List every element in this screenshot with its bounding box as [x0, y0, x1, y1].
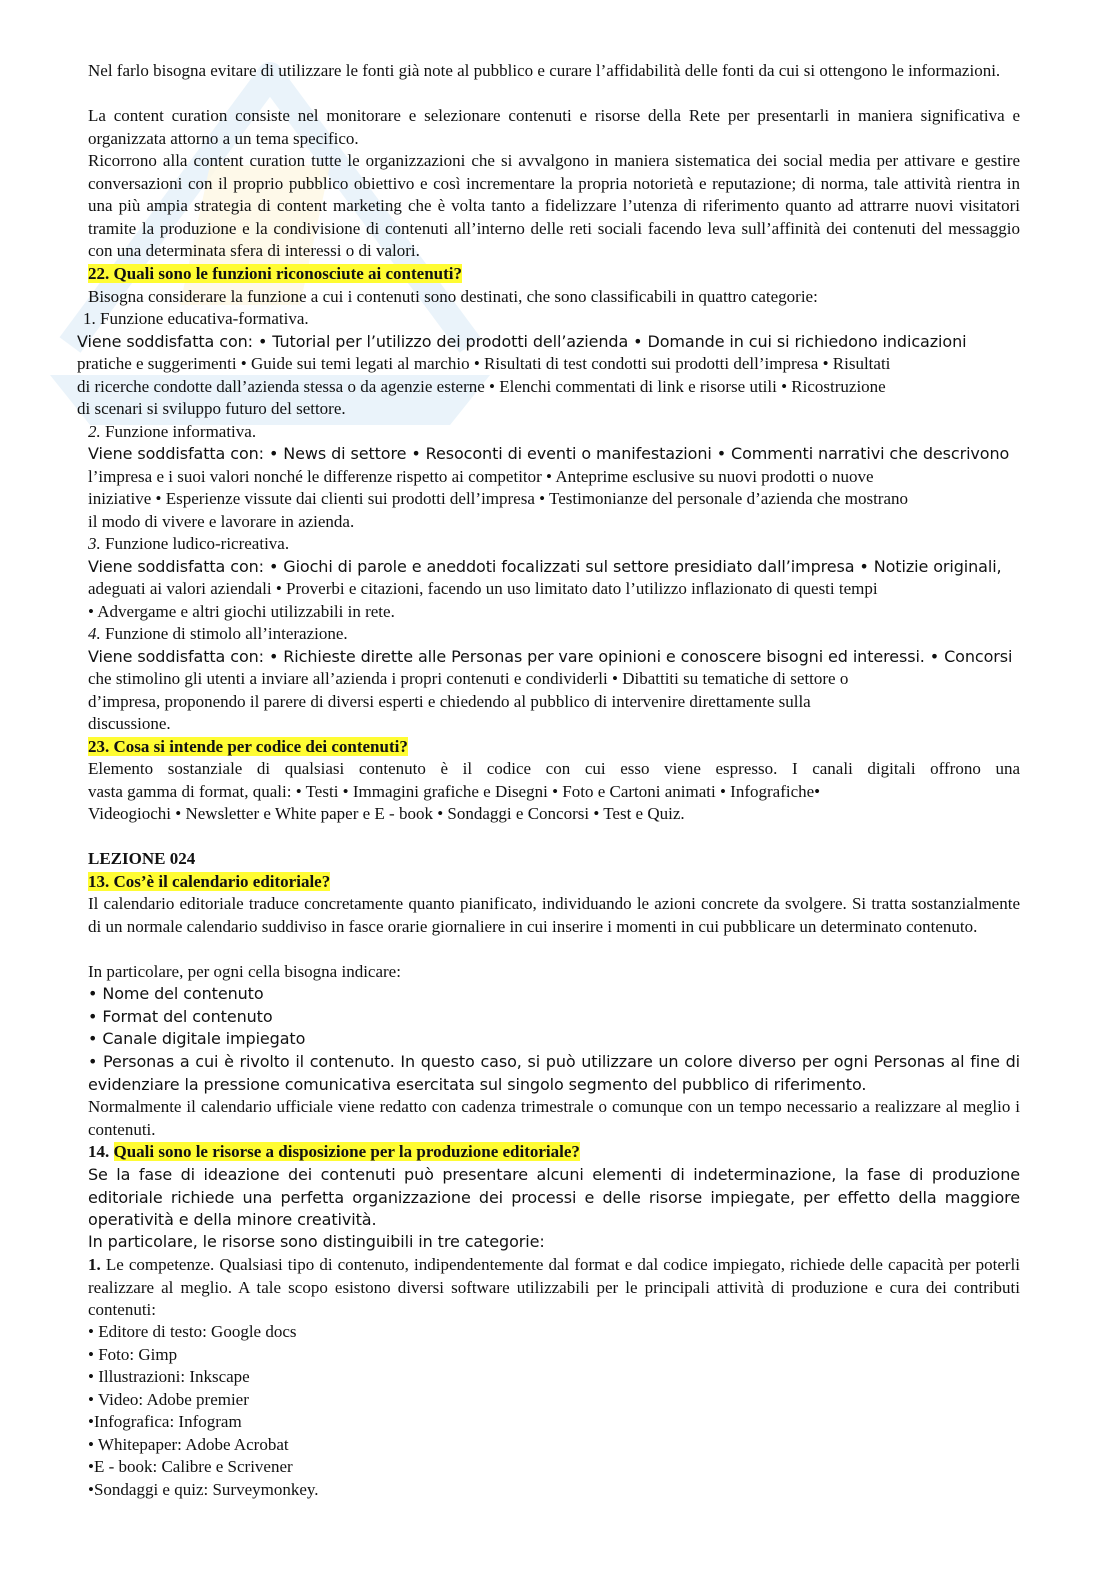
tool-item: • Illustrazioni: Inkscape	[88, 1367, 250, 1386]
tool-item: • Foto: Gimp	[88, 1345, 178, 1364]
question-23-heading	[88, 736, 408, 759]
question-14-item-1-number: 1.	[88, 1255, 101, 1274]
question-13-text: Il calendario editoriale traduce concretamente quanto pianificato, individuando le azioni concrete da svolgere. Si tratta sostanzialmente di un normale calendario suddiviso in fasce orarie giornaliere in cui inserire i momenti in cui pubblicare un determinato contenuto.	[88, 894, 1020, 936]
function-1-line-1: Viene soddisfatta con: • Tutorial per l’utilizzo dei prodotti dell’azienda • Domande in cui si richiedono indicazioni	[77, 332, 967, 351]
function-1-line-2: pratiche e suggerimenti • Guide sui temi legati al marchio • Risultati di test condotti sui prodotti dell’impresa • Risultati	[77, 354, 891, 373]
function-2-line-2: l’impresa e i suoi valori nonché le differenze rispetto ai competitor • Anteprime esclusive su nuovi prodotti o nuove	[88, 467, 874, 486]
function-2-line-1: Viene soddisfatta con: • News di settore • Resoconti di eventi o manifestazioni • Commenti narrativi che descrivono	[88, 444, 1010, 463]
function-4-line-4: discussione.	[88, 714, 171, 733]
question-13-heading-text: 13. Cos’è il calendario editoriale?	[88, 872, 331, 891]
function-2-line-3: iniziative • Esperienze vissute dai clienti sui prodotti dell’impresa • Testimonianze del personale d’azienda che mostrano	[88, 489, 908, 508]
question-13-heading	[88, 871, 330, 894]
function-2-title-text: Funzione informativa.	[105, 422, 257, 441]
function-3-title-text: Funzione ludico-ricreativa.	[105, 534, 290, 553]
tool-item: • Editore di testo: Google docs	[88, 1322, 297, 1341]
intro-paragraph-3: Ricorrono alla content curation tutte le organizzazioni che si avvalgono in maniera sistematica dei social media per attivare e gestire conversazioni con il proprio pubblico obiettivo e così incrementare la propria notorietà e reputazione; di norma, tale attività rientra in una più ampia strategia di content marketing che è volta tanto a fidelizzare l’utenza di riferimento quanto ad attrarre nuovi visitatori tramite la produzione e la condivisione di contenuti all’interno delle reti sociali facendo leva sull’affinità dei contenuti del messaggio con una determinata sfera di interessi o di valori.	[88, 151, 1020, 261]
function-4-title-text: Funzione di stimolo all’interazione.	[105, 624, 348, 643]
function-2-line-4: il modo di vivere e lavorare in azienda.	[88, 512, 355, 531]
function-4-number: 4.	[88, 624, 101, 643]
question-14-heading-text: Quali sono le risorse a disposizione per la produzione editoriale?	[113, 1142, 580, 1161]
function-3-number: 3.	[88, 534, 101, 553]
function-1-line-3: di ricerche condotte dall’azienda stessa o da agenzie esterne • Elenchi commentati di link e risorse utili • Ricostruzione	[77, 377, 886, 396]
function-3-line-2: adeguati ai valori aziendali • Proverbi e citazioni, facendo un uso limitato dato l’utilizzo inflazionato di questi tempi	[88, 579, 878, 598]
function-3-line-3: • Advergame e altri giochi utilizzabili in rete.	[88, 602, 395, 621]
question-22-heading	[88, 263, 462, 286]
function-3-title	[88, 533, 289, 556]
question-23-line-1: Elemento sostanziale di qualsiasi contenuto è il codice con cui esso viene espresso. I canali digitali offrono una	[88, 759, 1020, 778]
function-1-title: 1. Funzione educativa-formativa.	[83, 309, 309, 328]
tool-item: •Infografica: Infogram	[88, 1412, 242, 1431]
question-13-bullet-2: • Format del contenuto	[88, 1007, 273, 1026]
tool-item: •E - book: Calibre e Scrivener	[88, 1457, 293, 1476]
question-23-line-3: Videogiochi • Newsletter e White paper e E - book • Sondaggi e Concorsi • Test e Quiz.	[88, 804, 685, 823]
question-22-intro: Bisogna considerare la funzione a cui i contenuti sono destinati, che sono classificabili in quattro categorie:	[88, 287, 818, 306]
function-2-number: 2.	[88, 422, 101, 441]
function-2-title	[88, 421, 256, 444]
tool-item: • Whitepaper: Adobe Acrobat	[88, 1435, 289, 1454]
intro-paragraph-1: Nel farlo bisogna evitare di utilizzare le fonti già note al pubblico e curare l’affidabilità delle fonti da cui si ottengono le informazioni.	[88, 61, 1001, 80]
function-3-line-1: Viene soddisfatta con: • Giochi di parole e aneddoti focalizzati sul settore presidiato dall’impresa • Notizie originali,	[88, 557, 1002, 576]
intro-paragraph-2: La content curation consiste nel monitorare e selezionare contenuti e risorse della Rete per presentarli in maniera significativa e organizzata attorno a un tema specifico.	[88, 106, 1020, 148]
tool-item: •Sondaggi e quiz: Surveymonkey.	[88, 1480, 319, 1499]
question-13-lead: In particolare, per ogni cella bisogna indicare:	[88, 962, 401, 981]
question-13-closing: Normalmente il calendario ufficiale viene redatto con cadenza trimestrale o comunque con un tempo necessario a realizzare al meglio i contenuti.	[88, 1097, 1020, 1139]
function-4-line-3: d’impresa, proponendo il parere di diversi esperti e chiedendo al pubblico di intervenire direttamente sulla	[88, 692, 811, 711]
question-14-item-1	[88, 1254, 1020, 1322]
question-13-bullet-1: • Nome del contenuto	[88, 984, 264, 1003]
question-14-item-1-text: Le competenze. Qualsiasi tipo di contenuto, indipendentemente dal format e dal codice impiegato, richiede delle capacità per poterli realizzare al meglio. A tale scopo esistono diversi software utilizzabili per le principali attività di produzione e cura dei contributi contenuti:	[88, 1255, 1020, 1320]
function-4-line-1: Viene soddisfatta con: • Richieste dirette alle Personas per vare opinioni e conoscere bisogni ed interessi. • Concorsi	[88, 647, 1013, 666]
question-14-text: Se la fase di ideazione dei contenuti può presentare alcuni elementi di indeterminazione, la fase di produzione editoriale richiede una perfetta organizzazione dei processi e delle risorse impiegate, per effetto della maggiore operatività e della minore creatività.	[88, 1165, 1020, 1230]
question-23-heading-text: 23. Cosa si intende per codice dei contenuti?	[88, 737, 408, 756]
question-14-heading	[88, 1141, 580, 1164]
question-14-lead: In particolare, le risorse sono distinguibili in tre categorie:	[88, 1232, 545, 1251]
function-4-line-2: che stimolino gli utenti a inviare all’azienda i propri contenuti e condividerli • Dibattiti su tematiche di settore o	[88, 669, 849, 688]
function-4-title	[88, 623, 348, 646]
function-1-line-4: di scenari si sviluppo futuro del settore.	[77, 399, 346, 418]
question-22-heading-text: 22. Quali sono le funzioni riconosciute ai contenuti?	[88, 264, 463, 283]
question-23-line-2: vasta gamma di format, quali: • Testi • Immagini grafiche e Disegni • Foto e Cartoni animati • Infografiche•	[88, 782, 821, 801]
question-14-number: 14.	[88, 1142, 110, 1161]
tool-item: • Video: Adobe premier	[88, 1390, 249, 1409]
question-13-bullet-3: • Canale digitale impiegato	[88, 1029, 306, 1048]
question-13-bullet-4: • Personas a cui è rivolto il contenuto. In questo caso, si può utilizzare un colore diverso per ogni Personas al fine di evidenziare la pressione comunicativa esercitata sul singolo segmento del pubblico di riferimento.	[88, 1052, 1020, 1094]
lesson-title: LEZIONE 024	[88, 849, 196, 868]
